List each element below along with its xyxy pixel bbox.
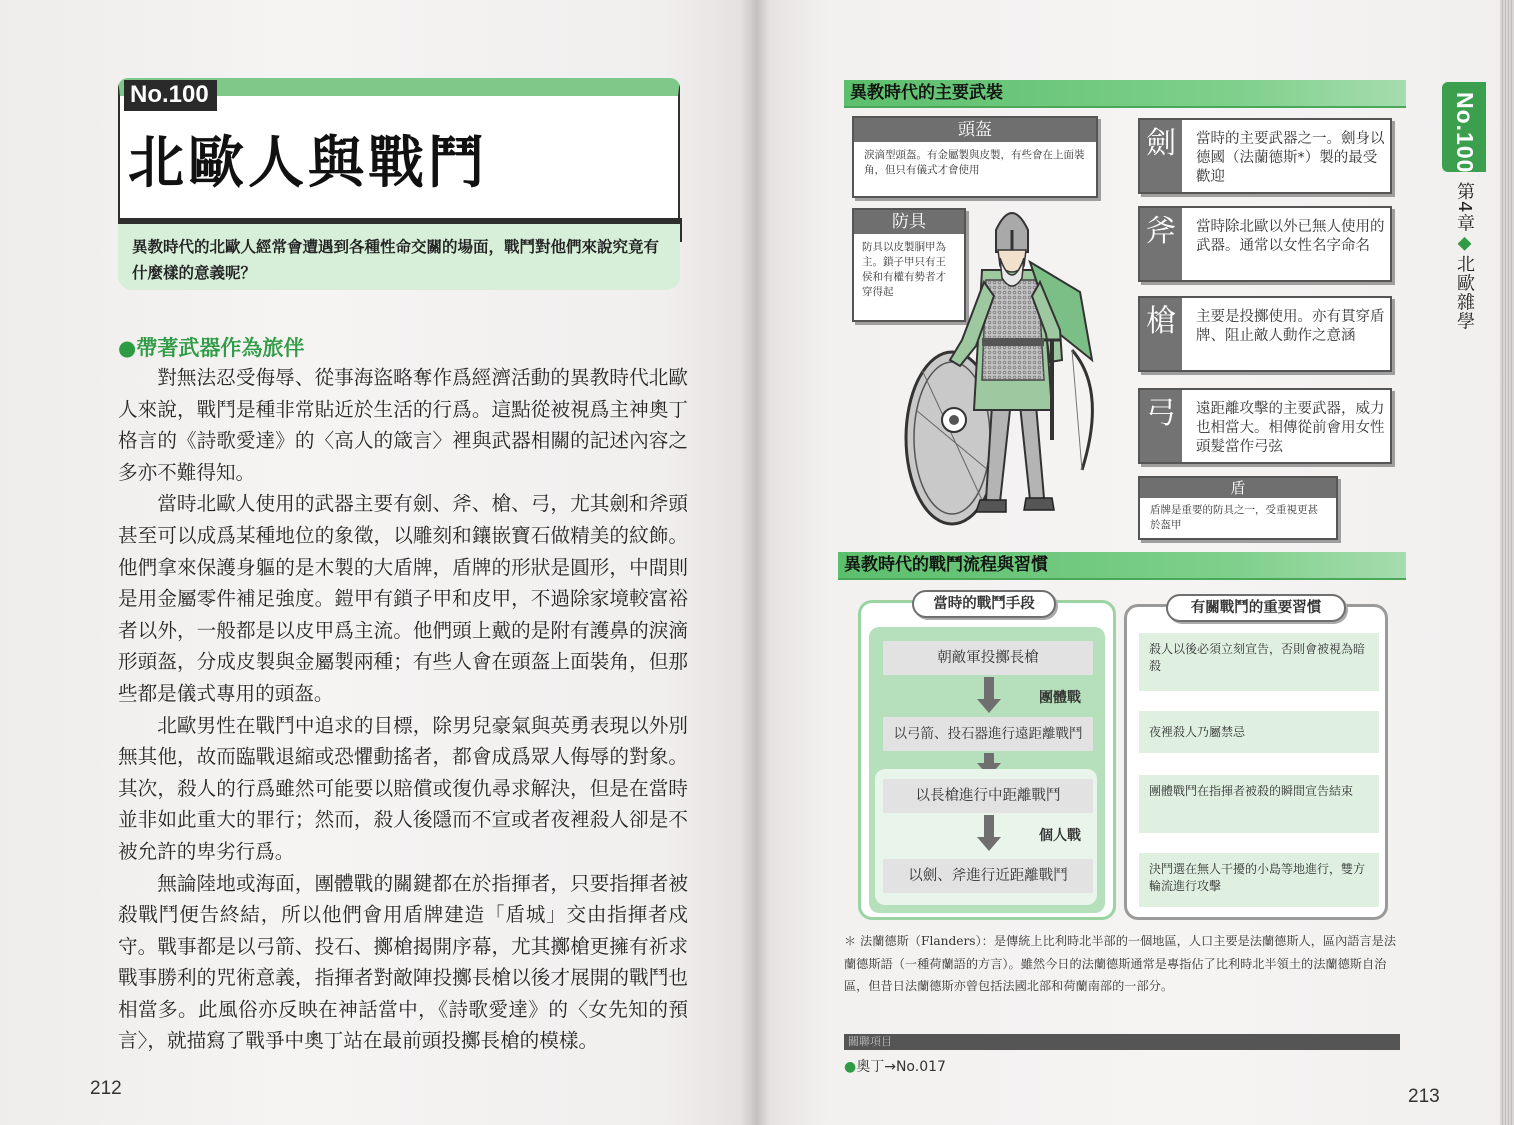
page-title: 北歐人與戰鬥 [128, 131, 488, 196]
helmet-box [852, 116, 1098, 198]
bullet-dot-icon: ● [844, 1059, 857, 1075]
sword-key: 劍 [1140, 120, 1182, 192]
battle-heading: 異教時代的戰鬥流程與習慣 [838, 552, 1406, 580]
paragraph: 當時北歐人使用的武器主要有劍、斧、槍、弓，尤其劍和斧頭甚至可以成爲某種地位的象徵，以雕刻和鑲嵌寶石做精美的紋飾。他們拿來保護身軀的是木製的大盾牌，盾牌的形狀是圓形，中間則是用金屬零件補足強度。鎧甲有鎖子甲和皮甲，不過除家境較富裕者以外，一般都是以皮甲爲主流。他們頭上戴的是附有護鼻的淚滴形頭盔，分成皮製與金屬製兩種；有些人會在頭盔上面裝角，但那些都是儀式專用的頭盔。 [118, 492, 688, 705]
customs-label: 有關戰鬥的重要習慣 [1166, 594, 1346, 622]
tactic-step-3: 以長槍進行中距離戰鬥 [883, 779, 1093, 813]
paragraph: 無論陸地或海面，團體戰的關鍵都在於指揮者，只要指揮者被殺戰鬥便告終結，所以他們會用盾牌建造「盾城」交由指揮者戍守。戰事都是以弓箭、投石、擲槍揭開序幕，尤其擲槍更擁有祈求戰事勝利的咒術意義，指揮者對敵陣投擲長槍以後才展開的戰鬥也相當多。此風俗亦反映在神話當中，《詩歌愛達》的〈女先知的預言〉，就描寫了戰爭中奧丁站在最前頭投擲長槍的模樣。 [118, 871, 688, 1053]
tactic-step-4: 以劍、斧進行近距離戰鬥 [883, 859, 1093, 893]
lead-summary: 異教時代的北歐人經常會遭遇到各種性命交關的場面，戰鬥對他們來說究竟有什麼樣的意義呢？ [118, 224, 680, 290]
bow-key: 弓 [1140, 390, 1182, 462]
shield-title: 盾 [1140, 478, 1336, 498]
weapon-axe-row [1138, 206, 1392, 282]
body-text [118, 362, 688, 1057]
spear-key: 槍 [1140, 298, 1182, 370]
customs-panel [1124, 604, 1388, 920]
viking-warrior-illustration [902, 200, 1112, 530]
axe-text: 當時除北歐以外已無人使用的武器。通常以女性名字命名 [1196, 219, 1385, 254]
shield-box [1138, 476, 1338, 540]
weapon-spear-row [1138, 296, 1392, 372]
group-battle-label: 團體戰 [1039, 690, 1081, 706]
paragraph: 北歐男性在戰鬥中追求的目標，除男兒豪氣與英勇表現以外別無其他，故而臨戰退縮或恐懼動搖者，都會成爲眾人侮辱的對象。其次，殺人的行爲雖然可能要以賠償或復仇尋求解決，但是在當時並非如此重大的罪行；然而，殺人後隱而不宣或者夜裡殺人卻是不被允許的卑劣行爲。 [118, 713, 688, 863]
page-edge [1500, 0, 1514, 1125]
section-heading [118, 332, 304, 362]
tactic-step-2: 以弓箭、投石器進行遠距離戰鬥 [883, 717, 1093, 751]
individual-battle-label: 個人戰 [1039, 828, 1081, 844]
bow-text: 遠距離攻擊的主要武器，威力也相當大。相傳從前會用女性頭髮當作弓弦 [1196, 401, 1385, 455]
body-armor-title: 防具 [854, 210, 964, 234]
related-link-text[interactable]: 奧丁→No.017 [856, 1059, 946, 1075]
shield-text: 盾牌是重要的防具之一，受重視更甚於盔甲 [1150, 504, 1318, 531]
title-card [118, 78, 680, 226]
helmet-text: 淚滴型頭盔。有金屬製與皮製，有些會在上面裝角，但只有儀式才會使用 [864, 149, 1085, 176]
armor-heading: 異教時代的主要武裝 [844, 80, 1406, 108]
tactics-panel [858, 600, 1116, 920]
related-items-label: 關聯項目 [848, 1035, 892, 1048]
custom-item: 決鬥選在無人干擾的小島等地進行，雙方輪流進行攻擊 [1139, 853, 1379, 907]
side-chapter-label [1451, 182, 1477, 330]
title-block [118, 78, 680, 290]
tactics-label: 當時的戰鬥手段 [912, 590, 1056, 618]
related-link[interactable] [844, 1056, 946, 1076]
chapter-topic: 北歐雜學 [1454, 254, 1475, 331]
related-items-bar [844, 1034, 1400, 1050]
spear-text: 主要是投擲使用。亦有貫穿盾牌、阻止敵人動作之意涵 [1196, 309, 1385, 344]
paragraph: 對無法忍受侮辱、從事海盜略奪作爲經濟活動的異教時代北歐人來說，戰鬥是種非常貼近於生活的行爲。這點從被視爲主神奧丁格言的《詩歌愛達》的〈高人的箴言〉裡與武器相關的記述內容之多亦不難得知。 [118, 366, 688, 484]
footnote: ＊ 法蘭德斯（Flanders）：是傳統上比利時北半部的一個地區，人口主要是法蘭德斯人，區內語言是法蘭德斯語（一種荷蘭語的方言）。雖然今日的法蘭德斯通常是專指佔了比利時北半領土的法蘭德斯自治區，但昔日法蘭德斯亦曾包括法國北部和荷蘭南部的一部分。 [844, 934, 1397, 993]
page-number-right: 213 [1408, 1086, 1440, 1107]
diamond-icon: ◆ [1454, 232, 1475, 255]
tactic-step-1: 朝敵軍投擲長槍 [883, 641, 1093, 675]
weapon-sword-row [1138, 118, 1392, 194]
custom-item: 夜裡殺人乃屬禁忌 [1139, 711, 1379, 753]
bullet-dot-icon: ● [118, 336, 137, 360]
entry-number-tag: No.100 [124, 80, 217, 111]
page-number-left: 212 [90, 1078, 122, 1099]
sword-text: 當時的主要武器之一。劍身以德國（法蘭德斯*）製的最受歡迎 [1196, 131, 1385, 185]
left-page [0, 0, 752, 1125]
custom-item: 殺人以後必須立刻宣告，否則會被視為暗殺 [1139, 633, 1379, 691]
body-armor-text: 防具以皮製胴甲為主。鎖子甲只有王侯和有權有勢者才穿得起 [862, 241, 946, 298]
chapter-label: 第4章 [1454, 182, 1475, 233]
section-heading-text: 帶著武器作為旅伴 [136, 336, 305, 360]
axe-key: 斧 [1140, 208, 1182, 280]
custom-item: 團體戰鬥在指揮者被殺的瞬間宣告結束 [1139, 775, 1379, 833]
right-page [752, 0, 1514, 1125]
helmet-title: 頭盔 [854, 118, 1096, 142]
side-tab-number: No.100 [1452, 92, 1478, 174]
weapon-bow-row [1138, 388, 1392, 464]
